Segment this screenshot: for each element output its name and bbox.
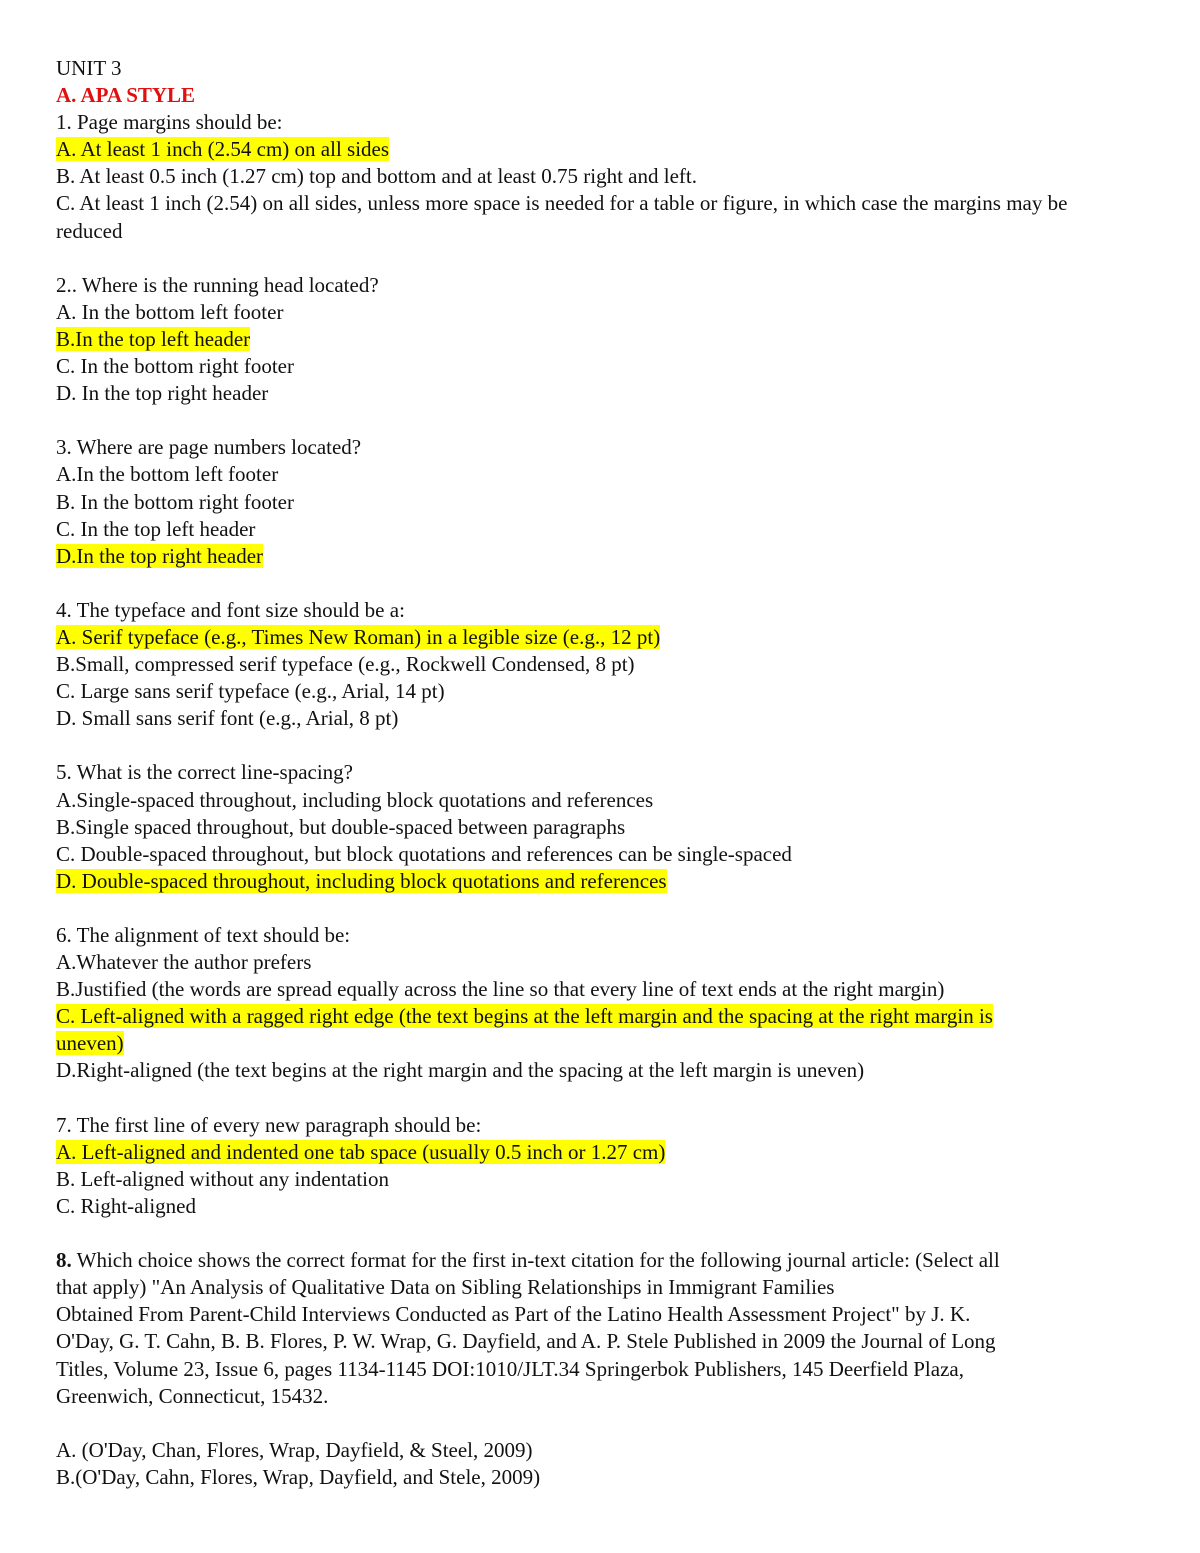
q3-prompt: 3. Where are page numbers located? xyxy=(56,435,362,460)
q3-option-b: B. In the bottom right footer xyxy=(56,489,294,514)
q8-prompt-line3: Obtained From Parent-Child Interviews Conducted as Part of the Latino Health Assessment Project" by J. K. xyxy=(56,1302,971,1327)
q7-option-c: C. Right-aligned xyxy=(56,1193,196,1218)
q8-prompt-line6: Greenwich, Connecticut, 15432. xyxy=(56,1383,329,1408)
q6-option-c-correct-line2: uneven) xyxy=(56,1031,124,1056)
q7-prompt: 7. The first line of every new paragraph should be: xyxy=(56,1112,482,1137)
unit-title: UNIT 3 xyxy=(56,56,122,80)
q6-option-c-correct-line1: C. Left-aligned with a ragged right edge (the text begins at the left margin and the spacing at the right margin is xyxy=(56,1004,993,1029)
q4-option-d: D. Small sans serif font (e.g., Arial, 8 pt) xyxy=(56,706,399,731)
q8-prompt-line4: O'Day, G. T. Cahn, B. B. Flores, P. W. Wrap, G. Dayfield, and A. P. Stele Published in 2009 the Journal of Long xyxy=(56,1329,996,1354)
q3-option-d-correct: D.In the top right header xyxy=(56,543,264,568)
q2-option-c: C. In the bottom right footer xyxy=(56,354,294,379)
q5-option-b: B.Single spaced throughout, but double-spaced between paragraphs xyxy=(56,814,626,839)
q8-prompt-line1 xyxy=(56,1247,1126,1274)
q5-option-a: A.Single-spaced throughout, including block quotations and references xyxy=(56,787,654,812)
q5-option-c: C. Double-spaced throughout, but block quotations and references can be single-spaced xyxy=(56,841,792,866)
q5-option-d-correct: D. Double-spaced throughout, including block quotations and references xyxy=(56,868,667,893)
q2-option-a: A. In the bottom left footer xyxy=(56,299,284,324)
q2-prompt: 2.. Where is the running head located? xyxy=(56,272,379,297)
q6-option-b: B.Justified (the words are spread equally across the line so that every line of text ends at the right margin) xyxy=(56,977,945,1002)
q1-prompt: 1. Page margins should be: xyxy=(56,110,283,135)
q8-option-b: B.(O'Day, Cahn, Flores, Wrap, Dayfield, and Stele, 2009) xyxy=(56,1464,541,1489)
q4-prompt: 4. The typeface and font size should be a: xyxy=(56,597,405,622)
q1-option-a-correct: A. At least 1 inch (2.54 cm) on all sides xyxy=(56,137,390,162)
q2-option-b-correct: B.In the top left header xyxy=(56,326,251,351)
q8-prompt-line2: that apply) "An Analysis of Qualitative Data on Sibling Relationships in Immigrant Families xyxy=(56,1275,835,1300)
q4-option-a-correct: A. Serif typeface (e.g., Times New Roman) in a legible size (e.g., 12 pt) xyxy=(56,624,661,649)
q4-option-b: B.Small, compressed serif typeface (e.g., Rockwell Condensed, 8 pt) xyxy=(56,652,635,677)
q6-option-d: D.Right-aligned (the text begins at the right margin and the spacing at the left margin is uneven) xyxy=(56,1058,865,1083)
q1-option-c: C. At least 1 inch (2.54) on all sides, unless more space is needed for a table or figure, in which case the margins may be reduced xyxy=(56,191,1068,243)
q8-option-a: A. (O'Day, Chan, Flores, Wrap, Dayfield, & Steel, 2009) xyxy=(56,1437,533,1462)
q1-option-b: B. At least 0.5 inch (1.27 cm) top and bottom and at least 0.75 right and left. xyxy=(56,164,697,189)
q6-option-a: A.Whatever the author prefers xyxy=(56,950,312,975)
q5-prompt: 5. What is the correct line-spacing? xyxy=(56,760,353,785)
q3-option-c: C. In the top left header xyxy=(56,516,256,541)
q8-prompt-text1: Which choice shows the correct format for the first in-text citation for the following journal article: (Select all xyxy=(71,1248,1000,1273)
q8-number: 8. xyxy=(56,1248,72,1273)
section-heading: A. APA STYLE xyxy=(56,83,196,108)
q7-option-a-correct: A. Left-aligned and indented one tab space (usually 0.5 inch or 1.27 cm) xyxy=(56,1139,666,1164)
q8-prompt-line5: Titles, Volume 23, Issue 6, pages 1134-1145 DOI:1010/JLT.34 Springerbok Publishers, 145 Deerfield Plaza, xyxy=(56,1356,964,1381)
q6-prompt: 6. The alignment of text should be: xyxy=(56,923,351,947)
q2-option-d: D. In the top right header xyxy=(56,381,269,406)
q7-option-b: B. Left-aligned without any indentation xyxy=(56,1166,390,1191)
q3-option-a: A.In the bottom left footer xyxy=(56,462,279,487)
q4-option-c: C. Large sans serif typeface (e.g., Arial, 14 pt) xyxy=(56,679,445,704)
document-page xyxy=(56,55,1126,1491)
